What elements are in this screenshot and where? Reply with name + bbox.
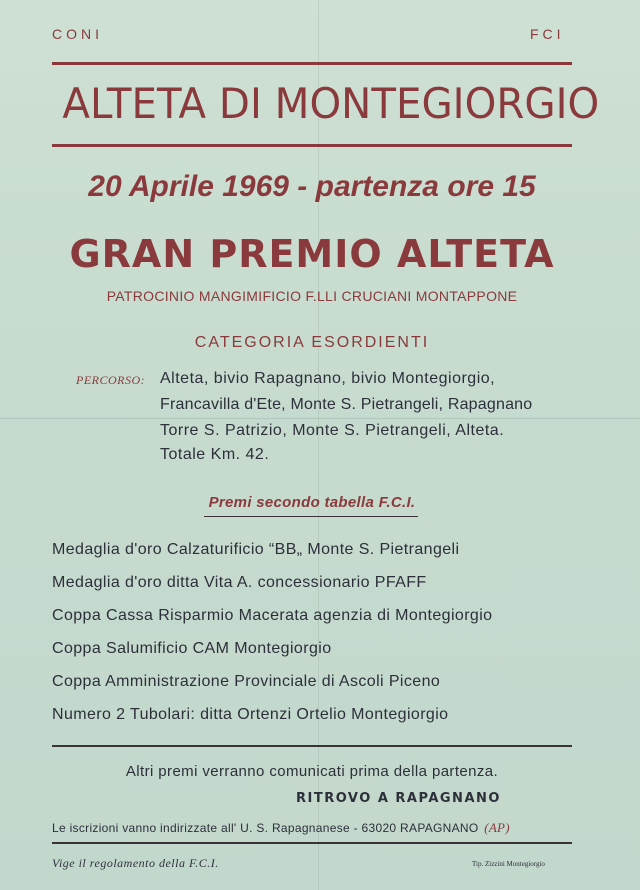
title-rule-bottom	[52, 144, 572, 147]
route-line: Totale Km. 42.	[160, 446, 270, 463]
footer-rule	[52, 842, 572, 844]
divider-rule	[52, 745, 572, 747]
footer-rules: Vige il regolamento della F.C.I.	[52, 856, 219, 870]
prizes-heading: Premi secondo tabella F.C.I.	[208, 494, 416, 511]
page-title: ALTETA DI MONTEGIORGIO	[62, 79, 600, 128]
meeting-point: RITROVO A RAPAGNANO	[296, 791, 501, 806]
fci-label: FCI	[530, 26, 565, 42]
route-line: Torre S. Patrizio, Monte S. Pietrangeli, Alteta.	[160, 422, 505, 439]
prize-item: Coppa Cassa Risparmio Macerata agenzia di Montegiorgio	[52, 607, 493, 624]
coni-label: CONI	[52, 26, 103, 42]
prize-item: Coppa Amministrazione Provinciale di Ascoli Piceno	[52, 673, 441, 690]
paper-fold	[0, 418, 640, 419]
route-label: PERCORSO:	[76, 373, 146, 387]
sponsor-line: PATROCINIO MANGIMIFICIO F.LLI CRUCIANI MONTAPPONE	[106, 288, 518, 304]
registration-text: Le iscrizioni vanno indirizzate all' U. S. Rapagnanese - 63020 RAPAGNANO	[52, 821, 479, 835]
route-line: Alteta, bivio Rapagnano, bivio Montegiorgio,	[160, 370, 496, 387]
prize-item: Medaglia d'oro Calzaturificio “BB„ Monte S. Pietrangeli	[52, 541, 460, 558]
prize-item: Coppa Salumificio CAM Montegiorgio	[52, 640, 332, 657]
prize-item: Numero 2 Tubolari: ditta Ortenzi Ortelio Montegiorgio	[52, 706, 449, 723]
footer-printer: Tip. Zizzini Montegiorgio	[472, 860, 545, 868]
prize-item: Medaglia d'oro ditta Vita A. concessionario PFAFF	[52, 574, 427, 591]
route-line: Francavilla d'Ete, Monte S. Pietrangeli, Rapagnano	[160, 396, 533, 413]
registration-note	[52, 820, 510, 836]
category-line: CATEGORIA ESORDIENTI	[194, 334, 430, 351]
title-rule-top	[52, 62, 572, 65]
event-name: GRAN PREMIO ALTETA	[69, 232, 555, 276]
prizes-heading-underline	[204, 516, 418, 517]
date-line: 20 Aprile 1969 - partenza ore 15	[88, 170, 536, 203]
registration-province: (AP)	[484, 820, 510, 835]
other-prizes-note: Altri premi verranno comunicati prima della partenza.	[125, 763, 499, 780]
